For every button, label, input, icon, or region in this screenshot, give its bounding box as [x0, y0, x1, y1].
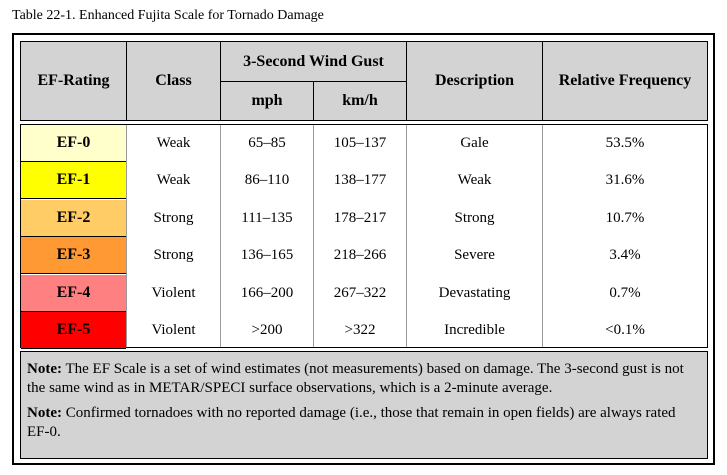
- mph-cell: 136–165: [240, 247, 294, 263]
- kmh-cell: 218–266: [333, 247, 387, 263]
- class-cell: Weak: [156, 172, 191, 188]
- frequency-cell: 31.6%: [605, 172, 645, 188]
- description-cell: Weak: [457, 172, 492, 188]
- mph-cell: 65–85: [248, 135, 286, 151]
- note-text: Confirmed tornadoes with no reported damage (i.e., those that remain in open fields) are always rated EF-0.: [27, 405, 676, 440]
- rating-cell: EF-3: [21, 237, 126, 274]
- description-cell: Devastating: [438, 285, 511, 301]
- description-cell: Strong: [454, 210, 495, 226]
- frequency-cell: 53.5%: [605, 135, 645, 151]
- frequency-cell: 3.4%: [609, 247, 641, 263]
- header-mph: mph: [251, 92, 283, 109]
- rating-cell: EF-2: [21, 200, 126, 237]
- header-relative-frequency: Relative Frequency: [558, 72, 692, 89]
- table-frame: [12, 33, 715, 465]
- table-row: [21, 275, 707, 312]
- mph-cell: 86–110: [244, 172, 290, 188]
- note-paragraph: [27, 360, 699, 398]
- table-row: [21, 312, 707, 349]
- rating-cell: EF-4: [21, 275, 126, 312]
- header-class: Class: [155, 72, 192, 89]
- frequency-cell: 10.7%: [605, 210, 645, 226]
- notes-section: [20, 351, 708, 459]
- mph-cell: >200: [251, 322, 283, 338]
- header-wind-gust: 3-Second Wind Gust: [243, 52, 384, 70]
- note-label: Note:: [27, 405, 62, 421]
- description-cell: Severe: [454, 247, 495, 263]
- table-row: [21, 237, 707, 274]
- class-cell: Strong: [153, 247, 194, 263]
- kmh-cell: 138–177: [333, 172, 387, 188]
- rating-cell: EF-0: [21, 125, 126, 162]
- class-cell: Violent: [151, 322, 196, 338]
- note-paragraph: [27, 404, 699, 442]
- description-cell: Incredible: [444, 322, 505, 338]
- table-header: [20, 41, 708, 121]
- rating-cell: EF-1: [21, 162, 126, 199]
- kmh-cell: 105–137: [333, 135, 387, 151]
- kmh-cell: 178–217: [333, 210, 387, 226]
- mph-cell: 166–200: [240, 285, 294, 301]
- class-cell: Violent: [151, 285, 196, 301]
- mph-cell: 111–135: [241, 210, 293, 226]
- note-label: Note:: [27, 361, 62, 377]
- description-cell: Gale: [460, 135, 489, 151]
- table-caption: Table 22-1. Enhanced Fujita Scale for Tornado Damage: [12, 8, 324, 23]
- kmh-cell: 267–322: [333, 285, 387, 301]
- table-row: [21, 200, 707, 237]
- frequency-cell: 0.7%: [609, 285, 641, 301]
- table-body: [20, 124, 708, 348]
- header-description: Description: [434, 72, 515, 89]
- table-row: [21, 162, 707, 199]
- class-cell: Strong: [153, 210, 194, 226]
- note-text: The EF Scale is a set of wind estimates (not measurements) based on damage. The 3-second gust is not the same wind as in METAR/SPECI surface observations, which is a 2-minute average.: [27, 361, 684, 396]
- rating-cell: EF-5: [21, 312, 126, 349]
- header-kmh: km/h: [342, 92, 378, 109]
- class-cell: Weak: [156, 135, 191, 151]
- frequency-cell: <0.1%: [605, 322, 645, 338]
- kmh-cell: >322: [344, 322, 376, 338]
- header-ef-rating: EF-Rating: [37, 72, 110, 89]
- table-row: [21, 125, 707, 162]
